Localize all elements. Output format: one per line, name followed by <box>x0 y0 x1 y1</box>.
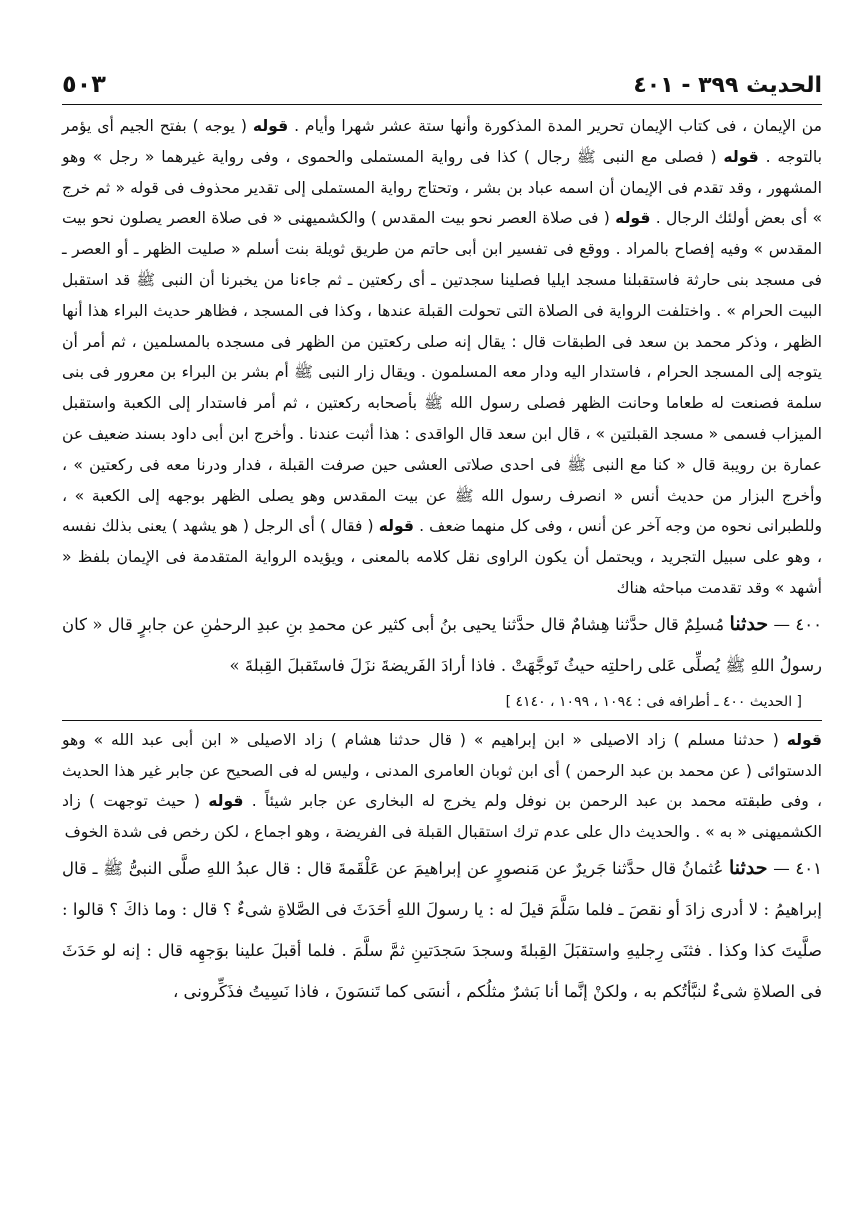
atraf-note: [ الحديث ٤٠٠ ـ أطرافه فى : ١٠٩٤ ، ١٠٩٩ ، ٤١٤٠ ] <box>505 693 802 710</box>
commentary-text: ( يوجه ) بفتح الجيم أى يؤمر بالتوجه . <box>62 117 822 166</box>
hadith-number: ٤٠١ — <box>773 858 822 878</box>
keyword-qawluhu: قوله <box>786 730 822 749</box>
hadith-number: ٤٠٠ — <box>773 614 822 634</box>
keyword-qawluhu: قوله <box>378 517 415 536</box>
commentary-text: ( حيث توجهت ) زاد الكشميهنى « به » . والحديث دال على عدم ترك استقبال القبلة فى الفريضة ، وهو اجماع ، لكن رخص فى شدة الخوف <box>62 792 822 842</box>
hadith-400 <box>62 604 822 686</box>
commentary-block-1 <box>62 111 822 604</box>
atraf-note-wrap <box>62 690 822 714</box>
header-rule <box>62 104 822 105</box>
hadith-401 <box>62 848 822 1012</box>
hadith-lead-word: حدثنا <box>729 612 769 635</box>
section-separator <box>62 720 822 721</box>
commentary-text: ( فصلى مع النبى ﷺ رجال ) كذا فى رواية المستملى والحموى ، وفى رواية غيرهما « رجل » وهو المشهور ، وقد تقدم فى الإيمان أن اسمه عباد بن بشر ، وتحتاج رواية المستملى إلى تقدير محذوف فى قوله « ثم خرج » أى بعض أولئك الرجال . <box>62 147 822 228</box>
commentary-text: من الإيمان ، فى كتاب الإيمان تحرير المدة المذكورة وأنها ستة عشر شهرا وأيام . <box>288 117 822 135</box>
hadith-text: عُثمانُ قال حدَّثنا جَريرٌ عن مَنصورٍ عن إبراهيمَ عن عَلْقَمةَ قال : قال عبدُ اللهِ صلَّى النبىُّ ﷺ ـ قال إبراهيمُ : لا أدرى زادَ أو نقصَ ـ فلما سَلَّمَ قيلَ له : يا رسولَ اللهِ أحَدَثَ فى الصَّلاةِ شىءٌ ؟ قال : وما ذاكَ ؟ قالوا : صلَّيتَ كذا وكذا . فثنَى رِجليهِ واستقبَلَ القِبلةَ وسجدَ سَجدَتينِ ثمَّ سلَّمَ . فلما أقبلَ علينا بوَجهِه قال : إنه لو حَدَثَ فى الصلاةِ شىءٌ لنبَّأتُكم به ، ولكنْ إنَّما أنا بَشرٌ مثلُكم ، أنسَى كما تَنسَونَ ، فاذا نَسِيتُ فذَكِّرونى ، <box>62 858 822 1001</box>
commentary-text: ( حدثنا مسلم ) زاد الاصيلى « ابن إبراهيم » ( قال حدثنا هشام ) زاد الاصيلى « ابن أبى عبد الله » وهو الدستوائى ( عن محمد بن عبد الرحمن ) أى ابن ثوبان العامرى المدنى ، وليس له فى الصحيح عن جابر غير هذا الحديث ، وفى طبقته محمد بن عبد الرحمن بن نوفل ولم يخرج له البخارى عن جابر شيئاً . <box>62 730 823 811</box>
keyword-qawluhu: قوله <box>208 792 244 811</box>
commentary-block-2 <box>62 725 822 848</box>
commentary-text: ( فقال ) أى الرجل ( هو يشهد ) يعنى بذلك نفسه ، وهو على سبيل التجريد ، ويحتمل أن يكون الراوى نقل كلامه بالمعنى ، ويؤيده الرواية المتقدمة فى الإيمان بلفظ « أشهد » وقد تقدمت مباحثه هناك <box>62 517 822 597</box>
hadith-text: مُسلِمٌ قال حدَّثنا هِشامٌ قال حدَّثنا يحيى بنُ أبى كثير عن محمدِ بنِ عبدِ الرحمٰنِ عن جابرٍ قال « كان رسولُ اللهِ ﷺ يُصلِّى عَلى راحلتِه حيثُ تَوجَّهَتْ . فاذا أرادَ الفَريضةَ نزَلَ فاستَقبلَ القِبلةَ » <box>62 614 822 675</box>
commentary-text: ( فى صلاة العصر نحو بيت المقدس ) والكشميهنى « فى صلاة العصر يصلون نحو بيت المقدس » وفيه إفصاح بالمراد . ووقع فى تفسير ابن أبى حاتم من طريق ثويلة بنت أسلم « صليت الظهر ـ أو العصر ـ فى مسجد بنى حارثة فاستقبلنا مسجد ايليا فصلينا سجدتين ـ أى ركعتين ـ ثم جاءنا من يخبرنا أن النبى ﷺ قد استقبل البيت الحرام » . واختلفت الرواية فى الصلاة التى تحولت القبلة عندها ، وكذا فى المسجد ، فظاهر حديث البراء هذا أنها الظهر ، وذكر محمد بن سعد فى الطبقات قال : يقال إنه صلى ركعتين من الظهر فى مسجده بالمسلمين ، ثم أمر أن يتوجه إلى المسجد الحرام ، فاستدار اليه ودار معه المسلمون . ويقال زار النبى ﷺ أم بشر بن البراء بن معرور فى بنى سلمة فصنعت له طعاما وحانت الظهر فصلى رسول الله ﷺ بأصحابه ركعتين ، ثم أمر فاستدار إلى الكعبة واستقبل الميزاب فسمى « مسجد القبلتين » ، قال ابن سعد قال الواقدى : هذا أثبت عندنا . وأخرج ابن أبى داود بسند ضعيف عن عمارة بن رويبة قال « كنا مع النبى ﷺ فى احدى صلاتى العشى حين صرفت القبلة ، فدار ودرنا معه فى ركعتين » ، وأخرج البزار من حديث أنس « انصرف رسول الله ﷺ عن بيت المقدس وهو يصلى الظهر بوجهه إلى الكعبة » ، وللطبرانى نحوه من وجه آخر عن أنس ، وفى كل منهما ضعف . <box>62 209 822 536</box>
hadith-lead-word: حدثنا <box>729 856 768 879</box>
running-header <box>62 70 822 104</box>
page-number: ٥٠٣ <box>62 70 106 98</box>
keyword-qawluhu: قوله <box>615 209 651 228</box>
header-title: الحديث ٣٩٩ - ٤٠١ <box>633 73 822 98</box>
keyword-qawluhu: قوله <box>723 147 759 166</box>
keyword-qawluhu: قوله <box>252 117 289 135</box>
